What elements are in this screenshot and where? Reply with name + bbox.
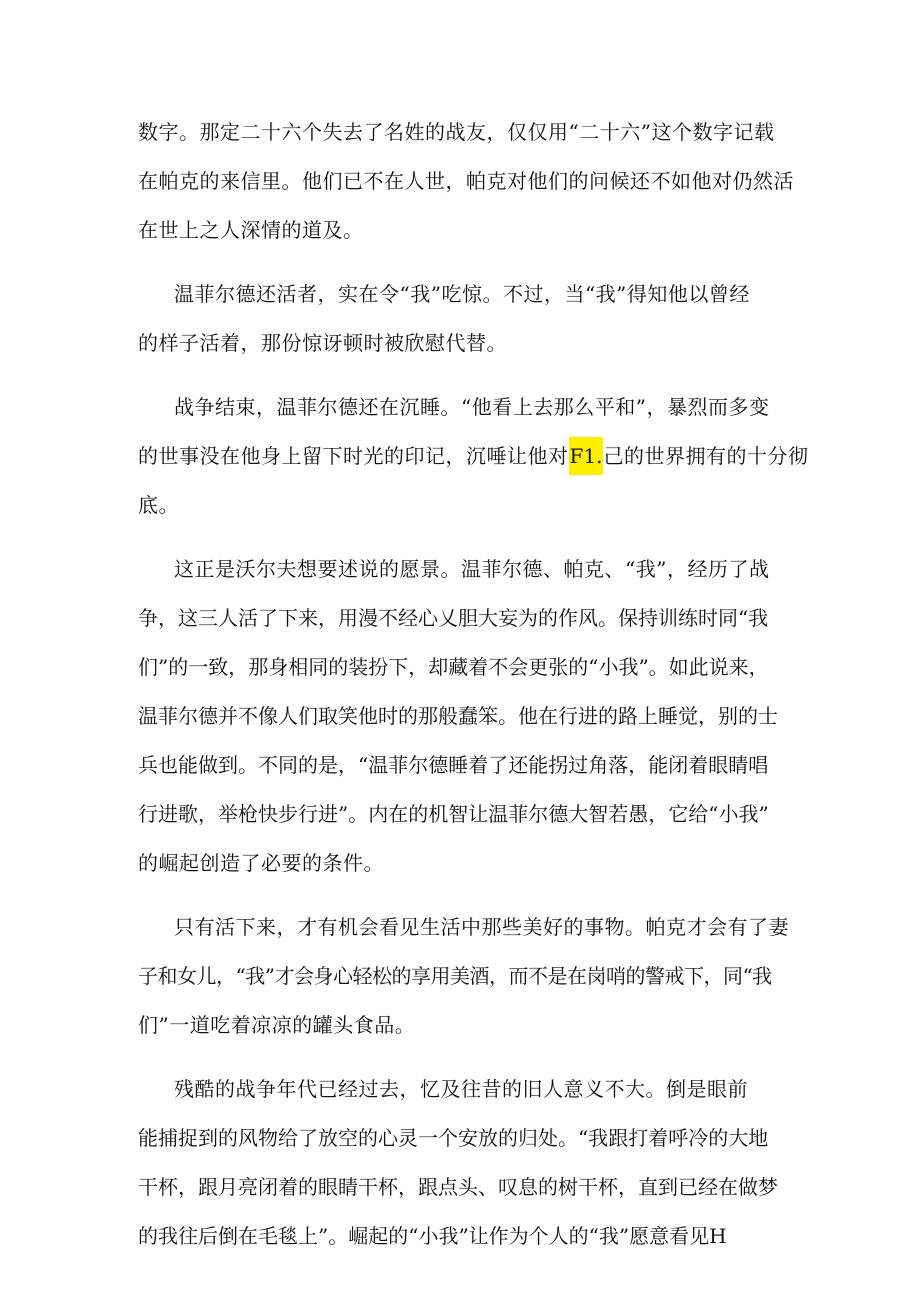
text-line: 残酷的战争年代已经过去，忆及往昔的旧人意义不大。倒是眼前 <box>174 1077 748 1101</box>
text-line: 争，这三人活了下来，用漫不经心乂胆大妄为的作风。保持训练时同“我 <box>138 606 769 630</box>
text-segment: 己的世界拥有的十分彻 <box>603 444 809 468</box>
text-line: 底。 <box>138 493 179 517</box>
text-line: 们”的一致，那身相同的装扮下，却藏着不会更张的“小我”。如此说来， <box>138 655 769 679</box>
text-line: 能捕捉到的风物给了放空的心灵一个安放的归处。“我跟打着呼冷的大地 <box>138 1126 769 1150</box>
text-line: 干杯，跟月亮闭着的眼睛干杯，跟点头、叹息的树干杯，直到已经在做梦 <box>138 1175 778 1199</box>
text-line: 们”一道吃着凉凉的罐头食品。 <box>138 1013 416 1037</box>
text-line: 战争结束，温菲尔德还在沉睡。“他看上去那么平和”，暴烈而多变 <box>174 395 770 419</box>
text-line: 兵也能做到。不同的是，“温菲尔德睡着了还能拐过角落，能闭着眼睛唱 <box>138 753 769 777</box>
text-line: 在世上之人深情的道及。 <box>138 218 364 242</box>
text-line: 行进歌，举枪快步行进”。内在的机智让温菲尔德大智若愚，它给“小我” <box>138 802 769 826</box>
text-line: 数字。那定二十六个失去了名姓的战友，仅仅用“二十六”这个数字记载 <box>138 120 775 144</box>
paragraph-6 <box>138 1065 788 1261</box>
highlighted-text: F1. <box>569 437 604 475</box>
text-line <box>138 432 809 481</box>
text-line: 在帕克的来信里。他们已不在人世，帕克对他们的问候还不如他对仍然活 <box>138 169 794 193</box>
text-line: 这正是沃尔夫想要述说的愿景。温菲尔德、帕克、“我”，经历了战 <box>174 557 770 581</box>
text-line: 温菲尔德并不像人们取笑他时的那般蠢笨。他在行进的路上睡觉，别的士 <box>138 704 778 728</box>
document-page <box>138 108 809 1261</box>
text-line: 的我往后倒在毛毯上”。崛起的“小我”让作为个人的“我”愿意看见H <box>138 1224 727 1248</box>
paragraph-2 <box>138 270 788 368</box>
text-line: 的样子活着，那份惊讶顿时被欣慰代替。 <box>138 331 507 355</box>
paragraph-4 <box>138 545 788 888</box>
text-line: 温菲尔德还活者，实在令“我”吃惊。不过，当“我”得知他以曾经 <box>174 282 750 306</box>
paragraph-1 <box>138 108 794 255</box>
text-segment: 的世事没在他身上留下时光的印记，沉唾让他对 <box>138 444 569 468</box>
paragraph-3 <box>138 383 809 530</box>
text-line: 子和女儿，“我”才会身心轻松的享用美酒，而不是在岗哨的警戒下，同“我 <box>138 964 772 988</box>
text-line: 只有活下来，才有机会看见生活中那些美好的事物。帕克才会有了妻 <box>174 915 789 939</box>
text-line: 的崛起创造了必要的条件。 <box>138 851 384 875</box>
paragraph-5 <box>138 903 788 1050</box>
